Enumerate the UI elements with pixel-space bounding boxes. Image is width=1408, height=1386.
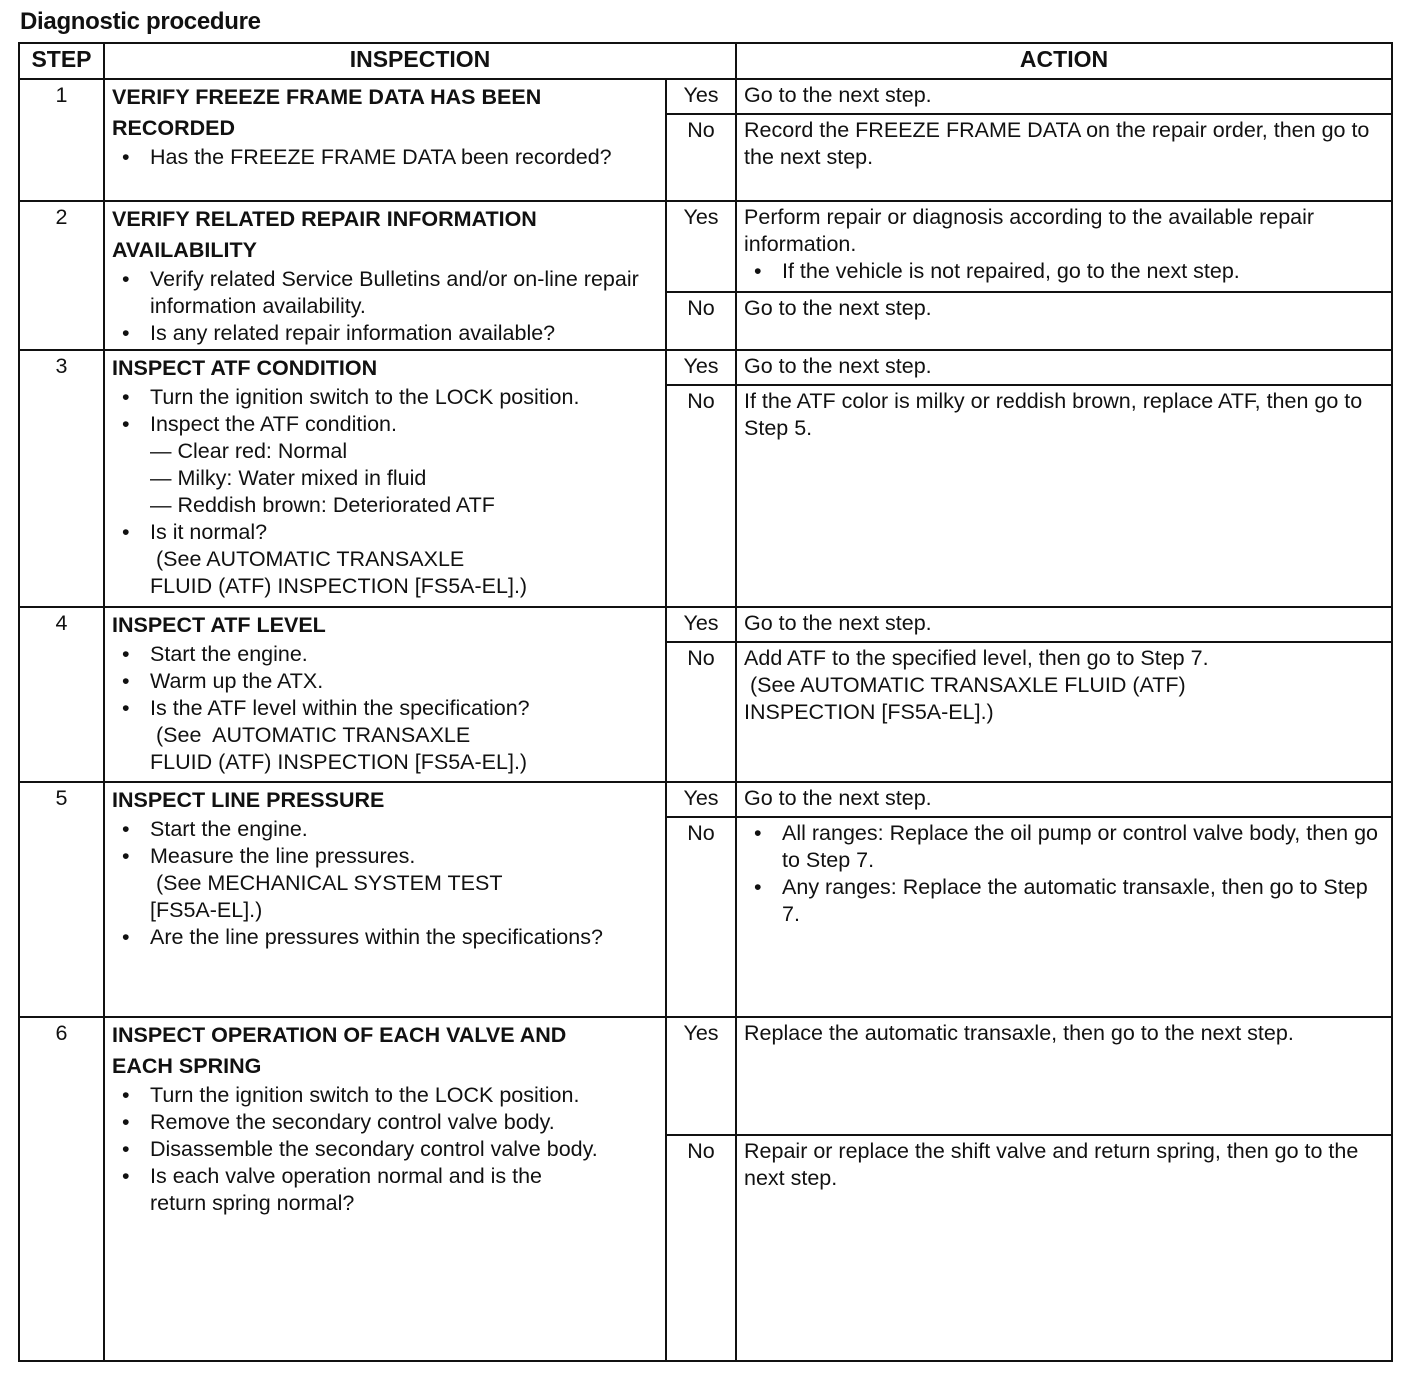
- inspection-bullet: • Is the ATF level within the specification?: [112, 695, 658, 722]
- inspection-cell: [104, 607, 666, 782]
- inspection-bullets-last: [112, 519, 658, 546]
- yes-label: Yes: [666, 782, 736, 817]
- reference-line: FLUID (ATF) INSPECTION [FS5A-EL].): [150, 574, 528, 598]
- step-2-yes-row: [19, 201, 1392, 292]
- no-action-bullets: [744, 820, 1384, 928]
- step-4-yes-row: [19, 607, 1392, 642]
- inspection-bullet: • Is any related repair information available?: [112, 320, 658, 347]
- no-action-text: Add ATF to the specified level, then go to Step 7.: [744, 646, 1209, 670]
- inspection-bullet: • Start the engine.: [112, 641, 658, 668]
- inspection-bullet: • Turn the ignition switch to the LOCK position.: [112, 384, 658, 411]
- no-label: No: [666, 385, 736, 607]
- step-number: 2: [19, 201, 104, 350]
- no-action-reference: (See AUTOMATIC TRANSAXLE FLUID (ATF): [750, 673, 1186, 697]
- inspection-bullets: [112, 144, 658, 171]
- table-header-row: [19, 43, 1392, 79]
- reference-line: FLUID (ATF) INSPECTION [FS5A-EL].): [150, 750, 528, 774]
- inspection-title: INSPECT LINE PRESSURE: [112, 788, 385, 812]
- step-3-yes-row: [19, 350, 1392, 385]
- inspection-bullets: [112, 384, 658, 438]
- step-1-yes-row: [19, 79, 1392, 114]
- inspection-cell: [104, 79, 666, 201]
- yes-label: Yes: [666, 607, 736, 642]
- inspection-bullet: • Are the line pressures within the specifications?: [112, 924, 658, 951]
- yes-action-text: Perform repair or diagnosis according to the available repair information.: [744, 205, 1315, 256]
- inspection-bullet: • Start the engine.: [112, 816, 658, 843]
- reference-line: [FS5A-EL].): [150, 898, 263, 922]
- inspection-title: INSPECT OPERATION OF EACH VALVE AND EACH SPRING: [112, 1023, 567, 1078]
- step-number: 4: [19, 607, 104, 782]
- yes-action: Go to the next step.: [736, 79, 1392, 114]
- no-action-bullet: • All ranges: Replace the oil pump or control valve body, then go to Step 7.: [744, 820, 1384, 874]
- condition-item: — Clear red: Normal: [150, 439, 348, 463]
- inspection-bullets: [112, 1082, 658, 1217]
- yes-action-bullets: [744, 258, 1384, 285]
- step-number: 3: [19, 350, 104, 607]
- no-action-bullet: • Any ranges: Replace the automatic transaxle, then go to Step 7.: [744, 874, 1384, 928]
- reference-line: (See AUTOMATIC TRANSAXLE: [156, 723, 471, 747]
- condition-item: — Reddish brown: Deteriorated ATF: [150, 493, 495, 517]
- no-label: No: [666, 114, 736, 201]
- header-step: STEP: [19, 43, 104, 79]
- inspection-bullets: [112, 266, 658, 347]
- inspection-title: VERIFY FREEZE FRAME DATA HAS BEEN RECORDED: [112, 85, 542, 140]
- inspection-bullet: • Is each valve operation normal and is the return spring normal?: [112, 1163, 658, 1217]
- diagnostic-procedure-table: [18, 42, 1393, 1362]
- yes-action: [736, 201, 1392, 292]
- inspection-bullet: • Warm up the ATX.: [112, 668, 658, 695]
- inspection-bullet: • Disassemble the secondary control valve body.: [112, 1136, 658, 1163]
- inspection-bullet: • Verify related Service Bulletins and/or on-line repair information availability.: [112, 266, 658, 320]
- no-action: Go to the next step.: [736, 292, 1392, 350]
- inspection-cell: [104, 201, 666, 350]
- inspection-bullets: [112, 816, 658, 870]
- yes-action: Replace the automatic transaxle, then go to the next step.: [736, 1017, 1392, 1135]
- inspection-bullet: • Is it normal?: [112, 519, 658, 546]
- yes-action: Go to the next step.: [736, 782, 1392, 817]
- inspection-cell: [104, 782, 666, 1017]
- step-number: 6: [19, 1017, 104, 1361]
- header-action: ACTION: [736, 43, 1392, 79]
- no-action: [736, 817, 1392, 1017]
- yes-action: Go to the next step.: [736, 607, 1392, 642]
- header-inspection: INSPECTION: [104, 43, 736, 79]
- yes-action: Go to the next step.: [736, 350, 1392, 385]
- inspection-cell: [104, 1017, 666, 1361]
- inspection-title: INSPECT ATF LEVEL: [112, 613, 326, 637]
- no-action: Repair or replace the shift valve and return spring, then go to the next step.: [736, 1135, 1392, 1361]
- no-action: [736, 642, 1392, 782]
- yes-label: Yes: [666, 79, 736, 114]
- inspection-bullets-last: [112, 924, 658, 951]
- step-number: 1: [19, 79, 104, 201]
- no-label: No: [666, 642, 736, 782]
- no-label: No: [666, 292, 736, 350]
- condition-item: — Milky: Water mixed in fluid: [150, 466, 427, 490]
- inspection-cell: [104, 350, 666, 607]
- step-number: 5: [19, 782, 104, 1017]
- yes-label: Yes: [666, 201, 736, 292]
- inspection-bullet: • Has the FREEZE FRAME DATA been recorded?: [112, 144, 658, 171]
- no-label: No: [666, 817, 736, 1017]
- yes-label: Yes: [666, 350, 736, 385]
- reference-line: (See AUTOMATIC TRANSAXLE: [156, 547, 465, 571]
- no-action-reference: INSPECTION [FS5A-EL].): [744, 700, 994, 724]
- inspection-bullet: • Remove the secondary control valve body.: [112, 1109, 658, 1136]
- inspection-bullets: [112, 641, 658, 722]
- yes-label: Yes: [666, 1017, 736, 1135]
- no-action: Record the FREEZE FRAME DATA on the repair order, then go to the next step.: [736, 114, 1392, 201]
- page-title: Diagnostic procedure: [20, 8, 261, 35]
- no-action: If the ATF color is milky or reddish brown, replace ATF, then go to Step 5.: [736, 385, 1392, 607]
- inspection-bullet: • Turn the ignition switch to the LOCK position.: [112, 1082, 658, 1109]
- inspection-title: VERIFY RELATED REPAIR INFORMATION AVAILABILITY: [112, 207, 537, 262]
- no-label: No: [666, 1135, 736, 1361]
- step-5-yes-row: [19, 782, 1392, 817]
- step-6-yes-row: [19, 1017, 1392, 1135]
- inspection-bullet: • Inspect the ATF condition.: [112, 411, 658, 438]
- reference-line: (See MECHANICAL SYSTEM TEST: [156, 871, 503, 895]
- inspection-title: INSPECT ATF CONDITION: [112, 356, 378, 380]
- inspection-bullet: • Measure the line pressures.: [112, 843, 658, 870]
- yes-action-bullet: • If the vehicle is not repaired, go to the next step.: [744, 258, 1384, 285]
